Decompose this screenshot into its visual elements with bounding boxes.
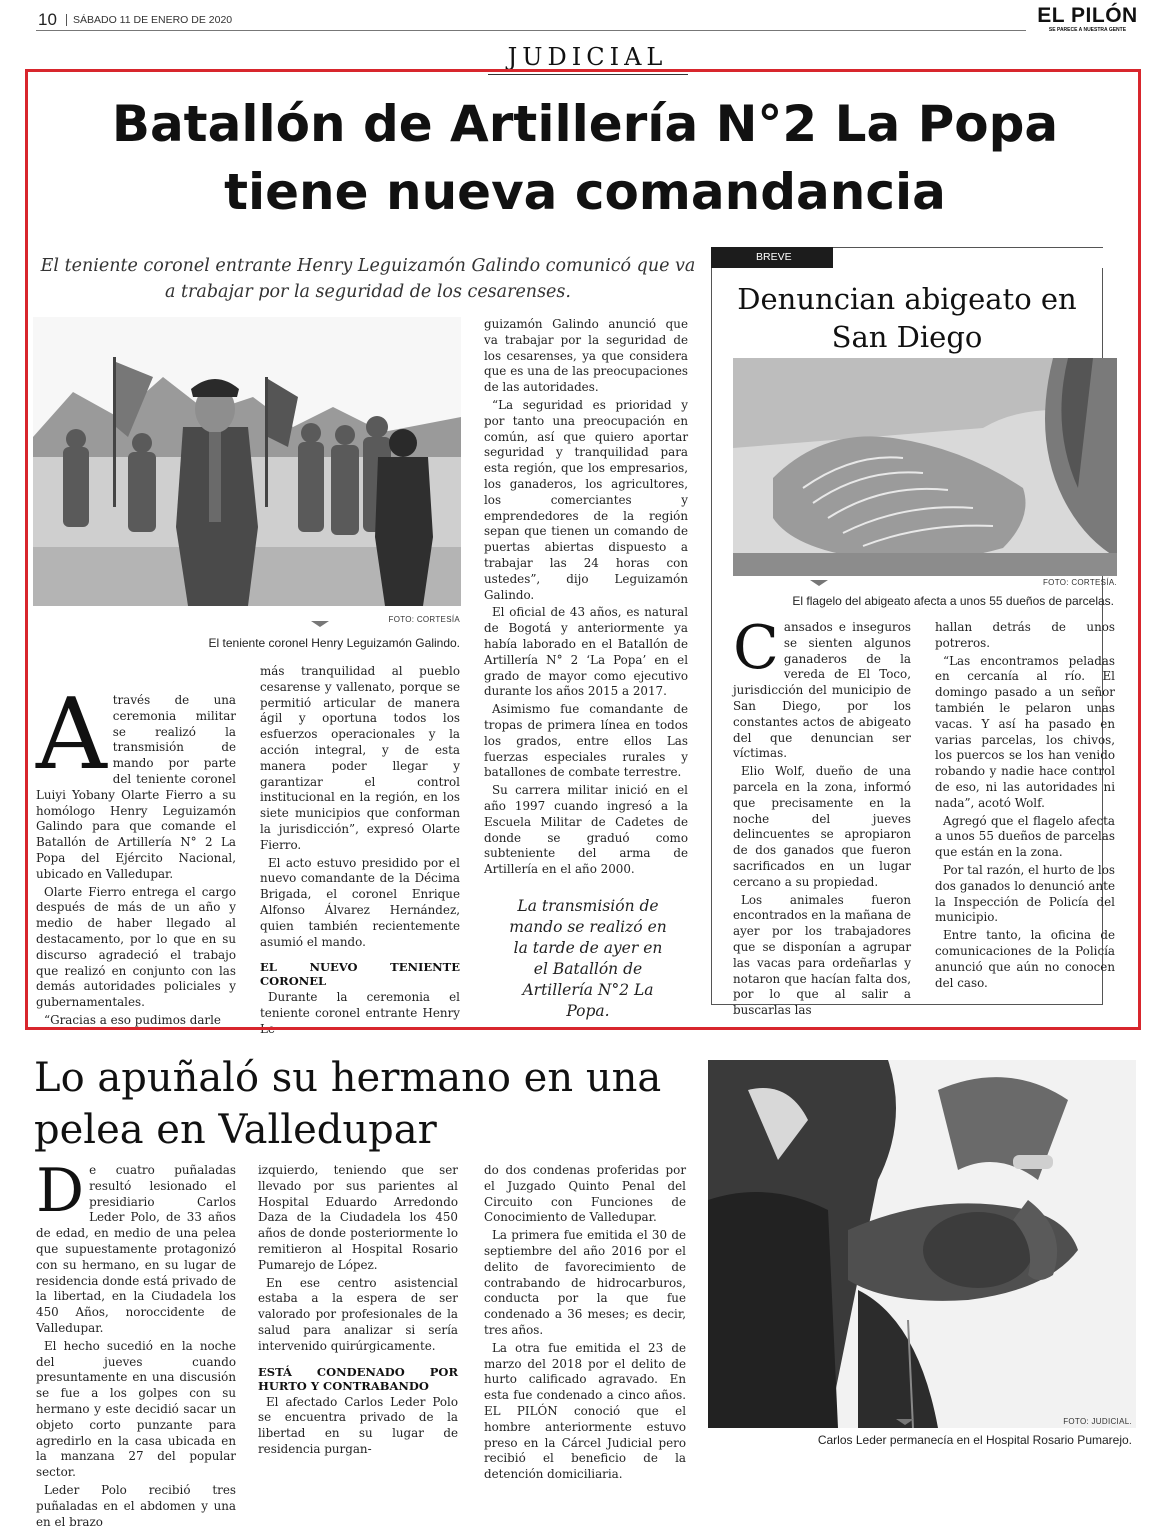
breve-col2-paragraph: Por tal razón, el hurto de los dos ganados lo denunció ante la Inspección de Policía del municipio. xyxy=(935,862,1115,925)
logo-tagline: SE PARECE A NUESTRA GENTE xyxy=(1048,27,1127,33)
main-headline: Batallón de Artillería N°2 La Popa tiene nueva comandancia xyxy=(111,95,1059,221)
breve-tag: BREVE xyxy=(711,247,833,268)
hospital-photo xyxy=(708,1060,1136,1428)
main-col3-paragraph: Su carrera militar inició en el año 1997 cuando ingresó a la Escuela Militar de Cadetes de donde se graduó como subteniente del arma de Artillería en el año 2000. xyxy=(484,783,688,877)
main-col1-paragraph: Olarte Fierro entrega el cargo después de más de un año y medio de haber llegado al destacamento, por lo que en su discurso agradeció el trabajo que realizó en conjunto con las demás autoridades policiales y gubernamentales. xyxy=(36,884,236,1010)
second-col1-paragraph: Leder Polo recibió tres puñaladas en el abdomen y una en el brazo xyxy=(36,1482,236,1529)
logo-name: EL PILÓN xyxy=(1037,4,1138,27)
main-col1-paragraph: través de una ceremonia militar se realizó la transmisión de mando por parte del teniente coronel Luiyi Yobany Olarte Fierro a su homólogo Henry Leguizamón Galindo para que comande el Batallón de Artillería N° 2 La Popa del Ejército Nacional, ubicado en Valledupar. xyxy=(36,693,236,881)
second-col2-paragraph: izquierdo, teniendo que ser llevado por sus parientes al Hospital Eduardo Arredondo Daza de la Ciudadela los 450 años de donde posteriormente lo remitieron al Hospital Rosario Pumarejo de López. xyxy=(258,1163,458,1272)
breve-drop-cap: C xyxy=(733,613,779,683)
main-col3-paragraph: guizamón Galindo anunció que va trabajar por la seguridad de los cesarenses, ya que considera que es una de las preocupaciones de las autoridades. xyxy=(484,317,688,395)
second-col3-paragraph: La primera fue emitida el 30 de septiembre del año 2016 por el delito de favorecimiento de contrabando de hidrocarburos, conducta por la que fue condenado a 36 meses; es decir, tres años. xyxy=(484,1228,686,1337)
section-label: JUDICIAL xyxy=(507,43,668,71)
page-number: 10 xyxy=(38,10,57,29)
main-col3-paragraph: “La seguridad es prioridad y por tanto una preocupación en común, así que quiero aportar seguridad y tranquilidad para esta región, que los empresarios, los ganaderos, los agricultores, los comerciantes y emprendedores de la región sepan que tienen un comando de puertas abiertas dispuesto a trabajar las 24 horas con ustedes”, dijo Leguizamón Galindo. xyxy=(484,397,688,602)
second-drop-cap: D xyxy=(36,1156,85,1226)
breve-col1-paragraph: Los animales fueron encontrados en la mañana de ayer por los trabajadores que se disponían a agrupar las vacas para ordeñarlas y notaron que hacían falta dos, por lo que al salir a buscarlas las xyxy=(733,892,911,1018)
issue-date: SÁBADO 11 DE ENERO DE 2020 xyxy=(66,14,232,26)
drop-cap: A xyxy=(36,678,107,792)
second-story-column-1 xyxy=(36,1156,237,1529)
livestock-photo-credit: FOTO: CORTESÍA. xyxy=(1043,578,1117,587)
highlight-frame xyxy=(25,69,1141,1030)
hospital-photo-caption: Carlos Leder permanecía en el Hospital Rosario Pumarejo. xyxy=(817,1433,1132,1447)
ceremony-photo-caption: El teniente coronel Henry Leguizamón Galindo. xyxy=(208,636,460,650)
second-story-column-2 xyxy=(258,1163,458,1483)
breve-col1-paragraph: ansados e inseguros se sienten algunos ganaderos de la vereda de El Toco, jurisdicción del municipio de San Diego, por los constantes actos de abigeato del que denuncian ser víctimas. xyxy=(733,620,911,761)
breve-col2-paragraph: “Las encontramos peladas en cercanía al río. El domingo pasado a un señor también le pelaron unas vacas. Y así ha pasado en varias parcelas, los chivos, los puercos se los han venido robando y nadie hace control de eso, ni las autoridades ni nada”, acotó Wolf. xyxy=(935,653,1115,810)
second-col1-paragraph: El hecho sucedió en la noche del jueves cuando presuntamente en una discusión se fue a los golpes con su hermano y este decidió sacar un objeto corto punzante para agredirlo en la casa ubicada en la manzana 27 del popular sector. xyxy=(36,1338,236,1480)
second-col1-paragraph: e cuatro puñaladas resultó lesionado el presidiario Carlos Leder Polo, de 33 años de edad, en medio de una pelea que supuestamente protagonizó con su hermano, en su lugar de residencia donde está privado de la libertad, en la Ciudadela los 450 Años, noroccidente de Valledupar. xyxy=(36,1163,237,1335)
main-col3-paragraph: Asimismo fue comandante de tropas de primera línea en todos los grados, entre ellos Las fuerzas especiales rurales y batallones de combate terrestre. xyxy=(484,702,688,780)
breve-headline: Denuncian abigeato en San Diego xyxy=(737,282,1077,354)
pull-quote: La transmisión de mando se realizó en la tarde de ayer en el Batallón de Artillería N°2 La Popa. xyxy=(509,897,667,1020)
hospital-photo-credit: FOTO: JUDICIAL. xyxy=(1063,1417,1132,1426)
second-story-column-3 xyxy=(484,1163,686,1483)
second-col2-paragraph: El afectado Carlos Leder Polo se encuentra privado de la libertad en su lugar de residencia purgan- xyxy=(258,1394,458,1456)
newspaper-logo xyxy=(1035,5,1140,33)
second-col3-paragraph: La otra fue emitida el 23 de marzo del 2018 por el delito de hurto calificado agravado. En esta fue condenado a cinco años. EL PILÓN conoció que el hombre anteriormente estuvo preso en la Cárcel Judicial pero recibió el beneficio de la detención domiciliaria. xyxy=(484,1340,686,1482)
breve-col2-paragraph: Agregó que el flagelo afecta a unos 55 dueños de parcelas que están en la zona. xyxy=(935,813,1115,860)
breve-col1-paragraph: Elio Wolf, dueño de una parcela en la zona, informó que precisamente en la noche del jueves delincuentes se apropiaron de dos ganados que fueron sacrificados en un lugar cercano a su propiedad. xyxy=(733,764,911,889)
second-col2-subhead: ESTÁ CONDENADO POR HURTO Y CONTRABANDO xyxy=(258,1364,458,1393)
main-col3-paragraph: El oficial de 43 años, es natural de Bogotá y anteriormente ya había laborado en el Batallón de Artillería N° 2 ‘La Popa’ en el grado de mayor como ejecutivo durante los años 2015 a 2017. xyxy=(484,605,688,699)
main-col2-paragraph: más tranquilidad al pueblo cesarense y vallenato, porque se permitió articular de manera ágil y oportuna todos los esfuerzos operacionales y la acción integral, y de esta manera poder llegar y garantizar el control institucional en la región, en los siete municipios que conforman la jurisdicción”, expresó Olarte Fierro. xyxy=(260,664,460,852)
main-col2-paragraph: El acto estuvo presidido por el nuevo comandante de la Décima Brigada, el coronel Enrique Alfonso Álvarez Hernández, quien también recientemente asumió el mando. xyxy=(260,855,460,949)
main-col1-paragraph: “Gracias a eso pudimos darle xyxy=(44,1012,221,1027)
second-col2-paragraph: En ese centro asistencial estaba a la espera de ser valorado por profesionales de la salud para analizar si sería intervenido quirúrgicamente. xyxy=(258,1275,458,1353)
second-col3-paragraph: do dos condenas proferidas por el Juzgado Quinto Penal del Circuito con Funciones de Conocimiento de Valledupar. xyxy=(484,1163,686,1225)
hospital-photo-illustration xyxy=(708,1060,1136,1428)
main-col2-subhead: EL NUEVO TENIENTE CORONEL xyxy=(260,960,460,989)
main-col2-paragraph: Durante la ceremonia el teniente coronel entrante Henry Le- xyxy=(260,990,460,1036)
breve-col2-paragraph: hallan detrás de unos potreros. xyxy=(935,620,1115,650)
caption-arrow-icon xyxy=(896,1419,914,1425)
breve-col2-paragraph: Entre tanto, la oficina de comunicaciones de la Policía anunció que aún no conocen del caso. xyxy=(935,928,1115,990)
header-rule xyxy=(36,30,1026,31)
second-headline: Lo apuñaló su hermano en una pelea en Valledupar xyxy=(34,1055,662,1153)
main-lead: El teniente coronel entrante Henry Leguizamón Galindo comunicó que va a trabajar por la seguridad de los cesarenses. xyxy=(40,256,696,302)
ceremony-photo-credit: FOTO: CORTESÍA xyxy=(388,615,460,624)
livestock-photo-caption: El flagelo del abigeato afecta a unos 55 dueños de parcelas. xyxy=(792,594,1114,608)
